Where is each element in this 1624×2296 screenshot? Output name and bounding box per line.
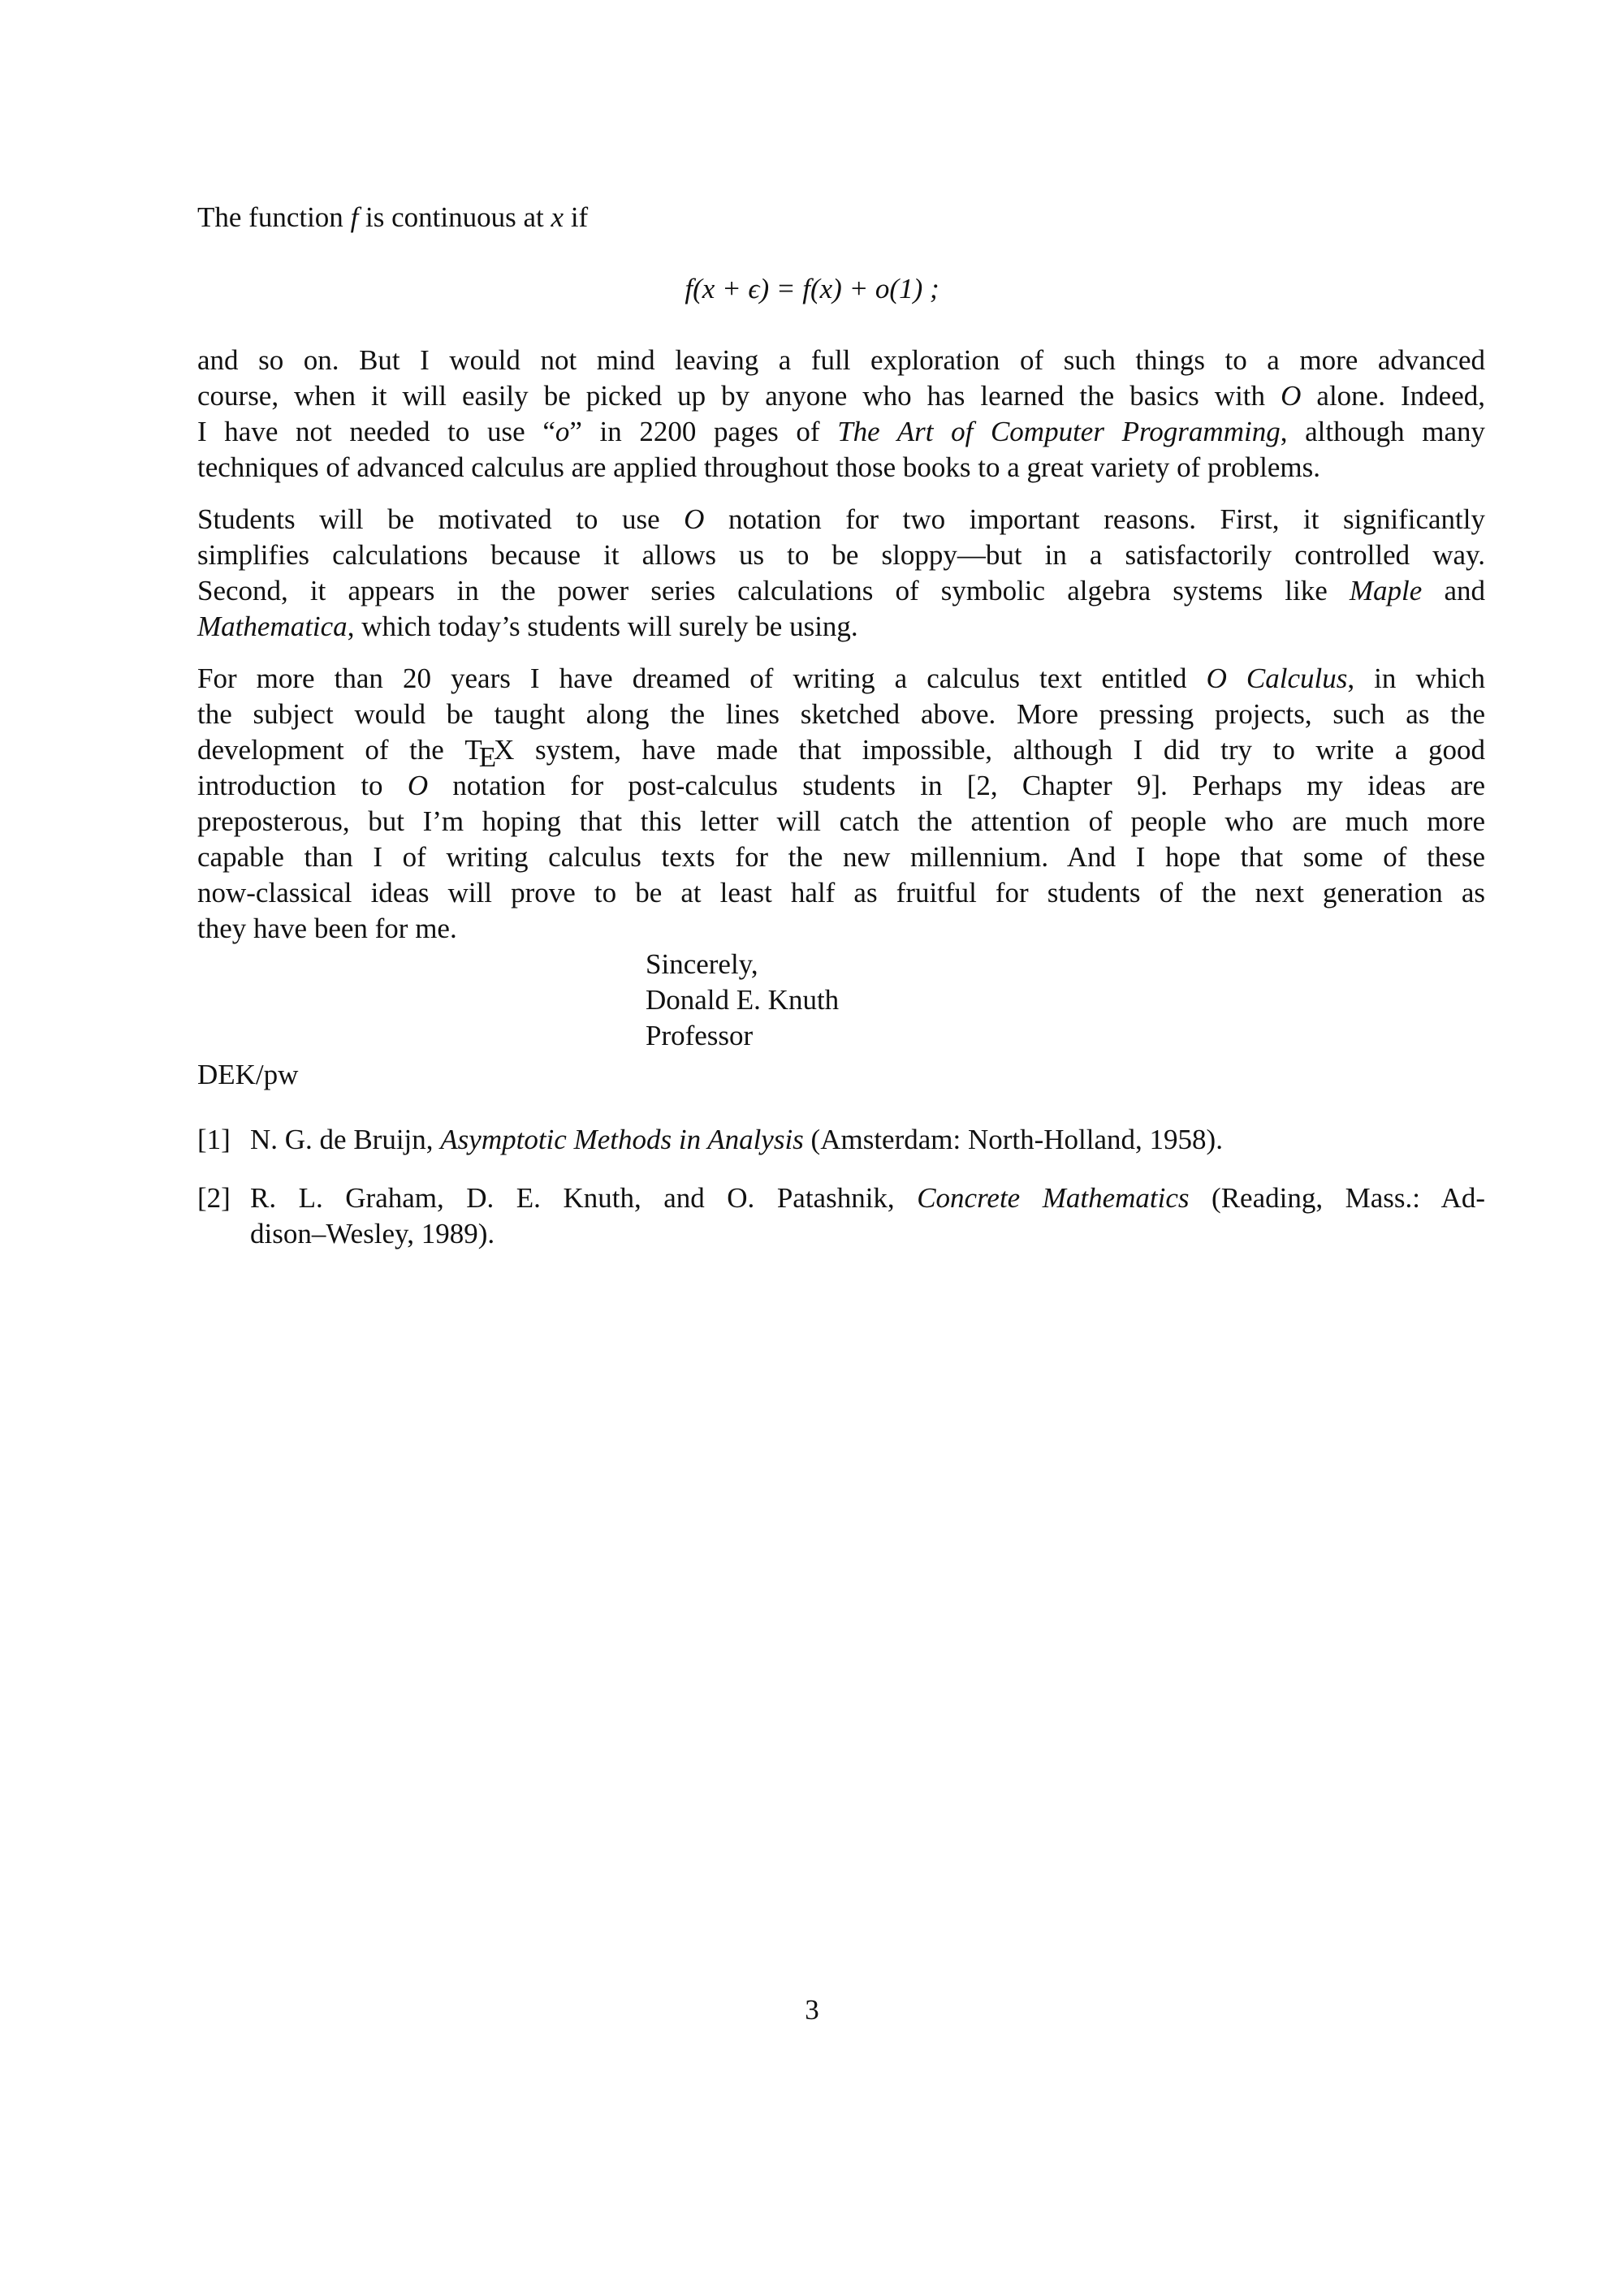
reference-publisher: (Reading, Mass.: Ad- bbox=[1189, 1182, 1485, 1214]
paragraph-line: capable than I of writing calculus texts for the new millennium. And I hope that some of these bbox=[197, 841, 1485, 873]
intro-text: if bbox=[564, 201, 589, 233]
paragraph-line bbox=[197, 609, 1485, 645]
math-little-o: o bbox=[555, 416, 570, 447]
intro-text: is continuous at bbox=[358, 201, 551, 233]
initials: DEK/pw bbox=[197, 1059, 299, 1090]
reference-publisher: (Amsterdam: North-Holland, 1958). bbox=[803, 1124, 1223, 1155]
intro-line bbox=[197, 200, 1485, 235]
text-run: notation for post-calculus students in [2, Chapter 9]. Perhaps my ideas are bbox=[428, 770, 1485, 801]
tex-t: T bbox=[464, 734, 482, 766]
reference-body bbox=[250, 1122, 1485, 1158]
reference-title: Concrete Mathematics bbox=[917, 1182, 1190, 1214]
text-run: Students will be motivated to use bbox=[197, 503, 685, 535]
text-run: , which today’s students will surely be using. bbox=[347, 611, 858, 642]
text-run: ” in 2200 pages of bbox=[569, 416, 838, 447]
paragraph-line bbox=[197, 573, 1485, 609]
signature-name: Donald E. Knuth bbox=[646, 984, 840, 1016]
paragraph-line: preposterous, but I’m hoping that this letter will catch the attention of people who are much more bbox=[197, 805, 1485, 837]
software-name: Maple bbox=[1349, 575, 1423, 606]
paragraph-1 bbox=[197, 343, 1485, 486]
text-run: For more than 20 years I have dreamed of writing a calculus text entitled bbox=[197, 662, 1207, 694]
math-big-o: O bbox=[407, 770, 429, 801]
paragraph-line bbox=[197, 661, 1485, 697]
book-title: O Calculus bbox=[1206, 662, 1348, 694]
book-title: The Art of Computer Programming bbox=[837, 416, 1281, 447]
tex-x: X bbox=[494, 734, 515, 766]
display-equation bbox=[0, 271, 1624, 307]
reference-number: [1] bbox=[197, 1124, 231, 1155]
page-number: 3 bbox=[805, 1994, 819, 2026]
paragraph-line: they have been for me. bbox=[197, 913, 457, 944]
reference-title: Asymptotic Methods in Analysis bbox=[440, 1124, 804, 1155]
text-run: introduction to bbox=[197, 770, 408, 801]
paragraph-line bbox=[197, 768, 1485, 804]
software-name: Mathematica bbox=[197, 611, 348, 642]
text-run: Second, it appears in the power series calculations of symbolic algebra systems like bbox=[197, 575, 1350, 606]
tex-e: E bbox=[478, 741, 497, 773]
text-run: alone. Indeed, bbox=[1301, 380, 1485, 412]
paragraph-line: simplifies calculations because it allows us to be sloppy—but in a satisfactorily controlled way. bbox=[197, 539, 1485, 571]
paragraph-3 bbox=[197, 661, 1485, 947]
paragraph-line bbox=[197, 378, 1485, 414]
text-run: system, have made that impossible, although I did try to write a good bbox=[514, 734, 1485, 766]
reference-authors: R. L. Graham, D. E. Knuth, and O. Patashnik, bbox=[250, 1182, 918, 1214]
paragraph-line bbox=[197, 414, 1485, 450]
signature-closing: Sincerely, bbox=[646, 948, 758, 980]
intro-text: The function bbox=[197, 201, 351, 233]
text-run: course, when it will easily be picked up by anyone who has learned the basics with bbox=[197, 380, 1281, 412]
text-run: , although many bbox=[1280, 416, 1486, 447]
text-run: development of the bbox=[197, 734, 465, 766]
reference-number: [2] bbox=[197, 1182, 231, 1214]
paragraph-line: and so on. But I would not mind leaving a full exploration of such things to a more advanced bbox=[197, 344, 1485, 376]
reference-line: dison–Wesley, 1989). bbox=[250, 1218, 495, 1249]
tex-logo bbox=[464, 732, 515, 773]
text-run: notation for two important reasons. First, it significantly bbox=[704, 503, 1485, 535]
paragraph-2 bbox=[197, 502, 1485, 645]
text-run: and bbox=[1422, 575, 1485, 606]
paragraph-line: now-classical ideas will prove to be at least half as fruitful for students of the next generation as bbox=[197, 877, 1485, 908]
math-big-o: O bbox=[1281, 380, 1302, 412]
text-run: , in which bbox=[1347, 662, 1485, 694]
paragraph-line: the subject would be taught along the lines sketched above. More pressing projects, such as the bbox=[197, 698, 1485, 730]
signature-title: Professor bbox=[646, 1020, 754, 1051]
math-big-o: O bbox=[684, 503, 705, 535]
math-var-f: f bbox=[350, 201, 359, 233]
paragraph-line bbox=[197, 732, 1485, 773]
text-run: I have not needed to use “ bbox=[197, 416, 555, 447]
reference-body bbox=[250, 1180, 1485, 1252]
paragraph-line bbox=[197, 502, 1485, 537]
equation-text: f(x + ϵ) = f(x) + o(1) ; bbox=[685, 273, 939, 304]
reference-line bbox=[250, 1180, 1485, 1216]
math-var-x: x bbox=[551, 201, 564, 233]
reference-authors: N. G. de Bruijn, bbox=[250, 1124, 441, 1155]
paragraph-line: techniques of advanced calculus are applied throughout those books to a great variety of problems. bbox=[197, 451, 1321, 483]
